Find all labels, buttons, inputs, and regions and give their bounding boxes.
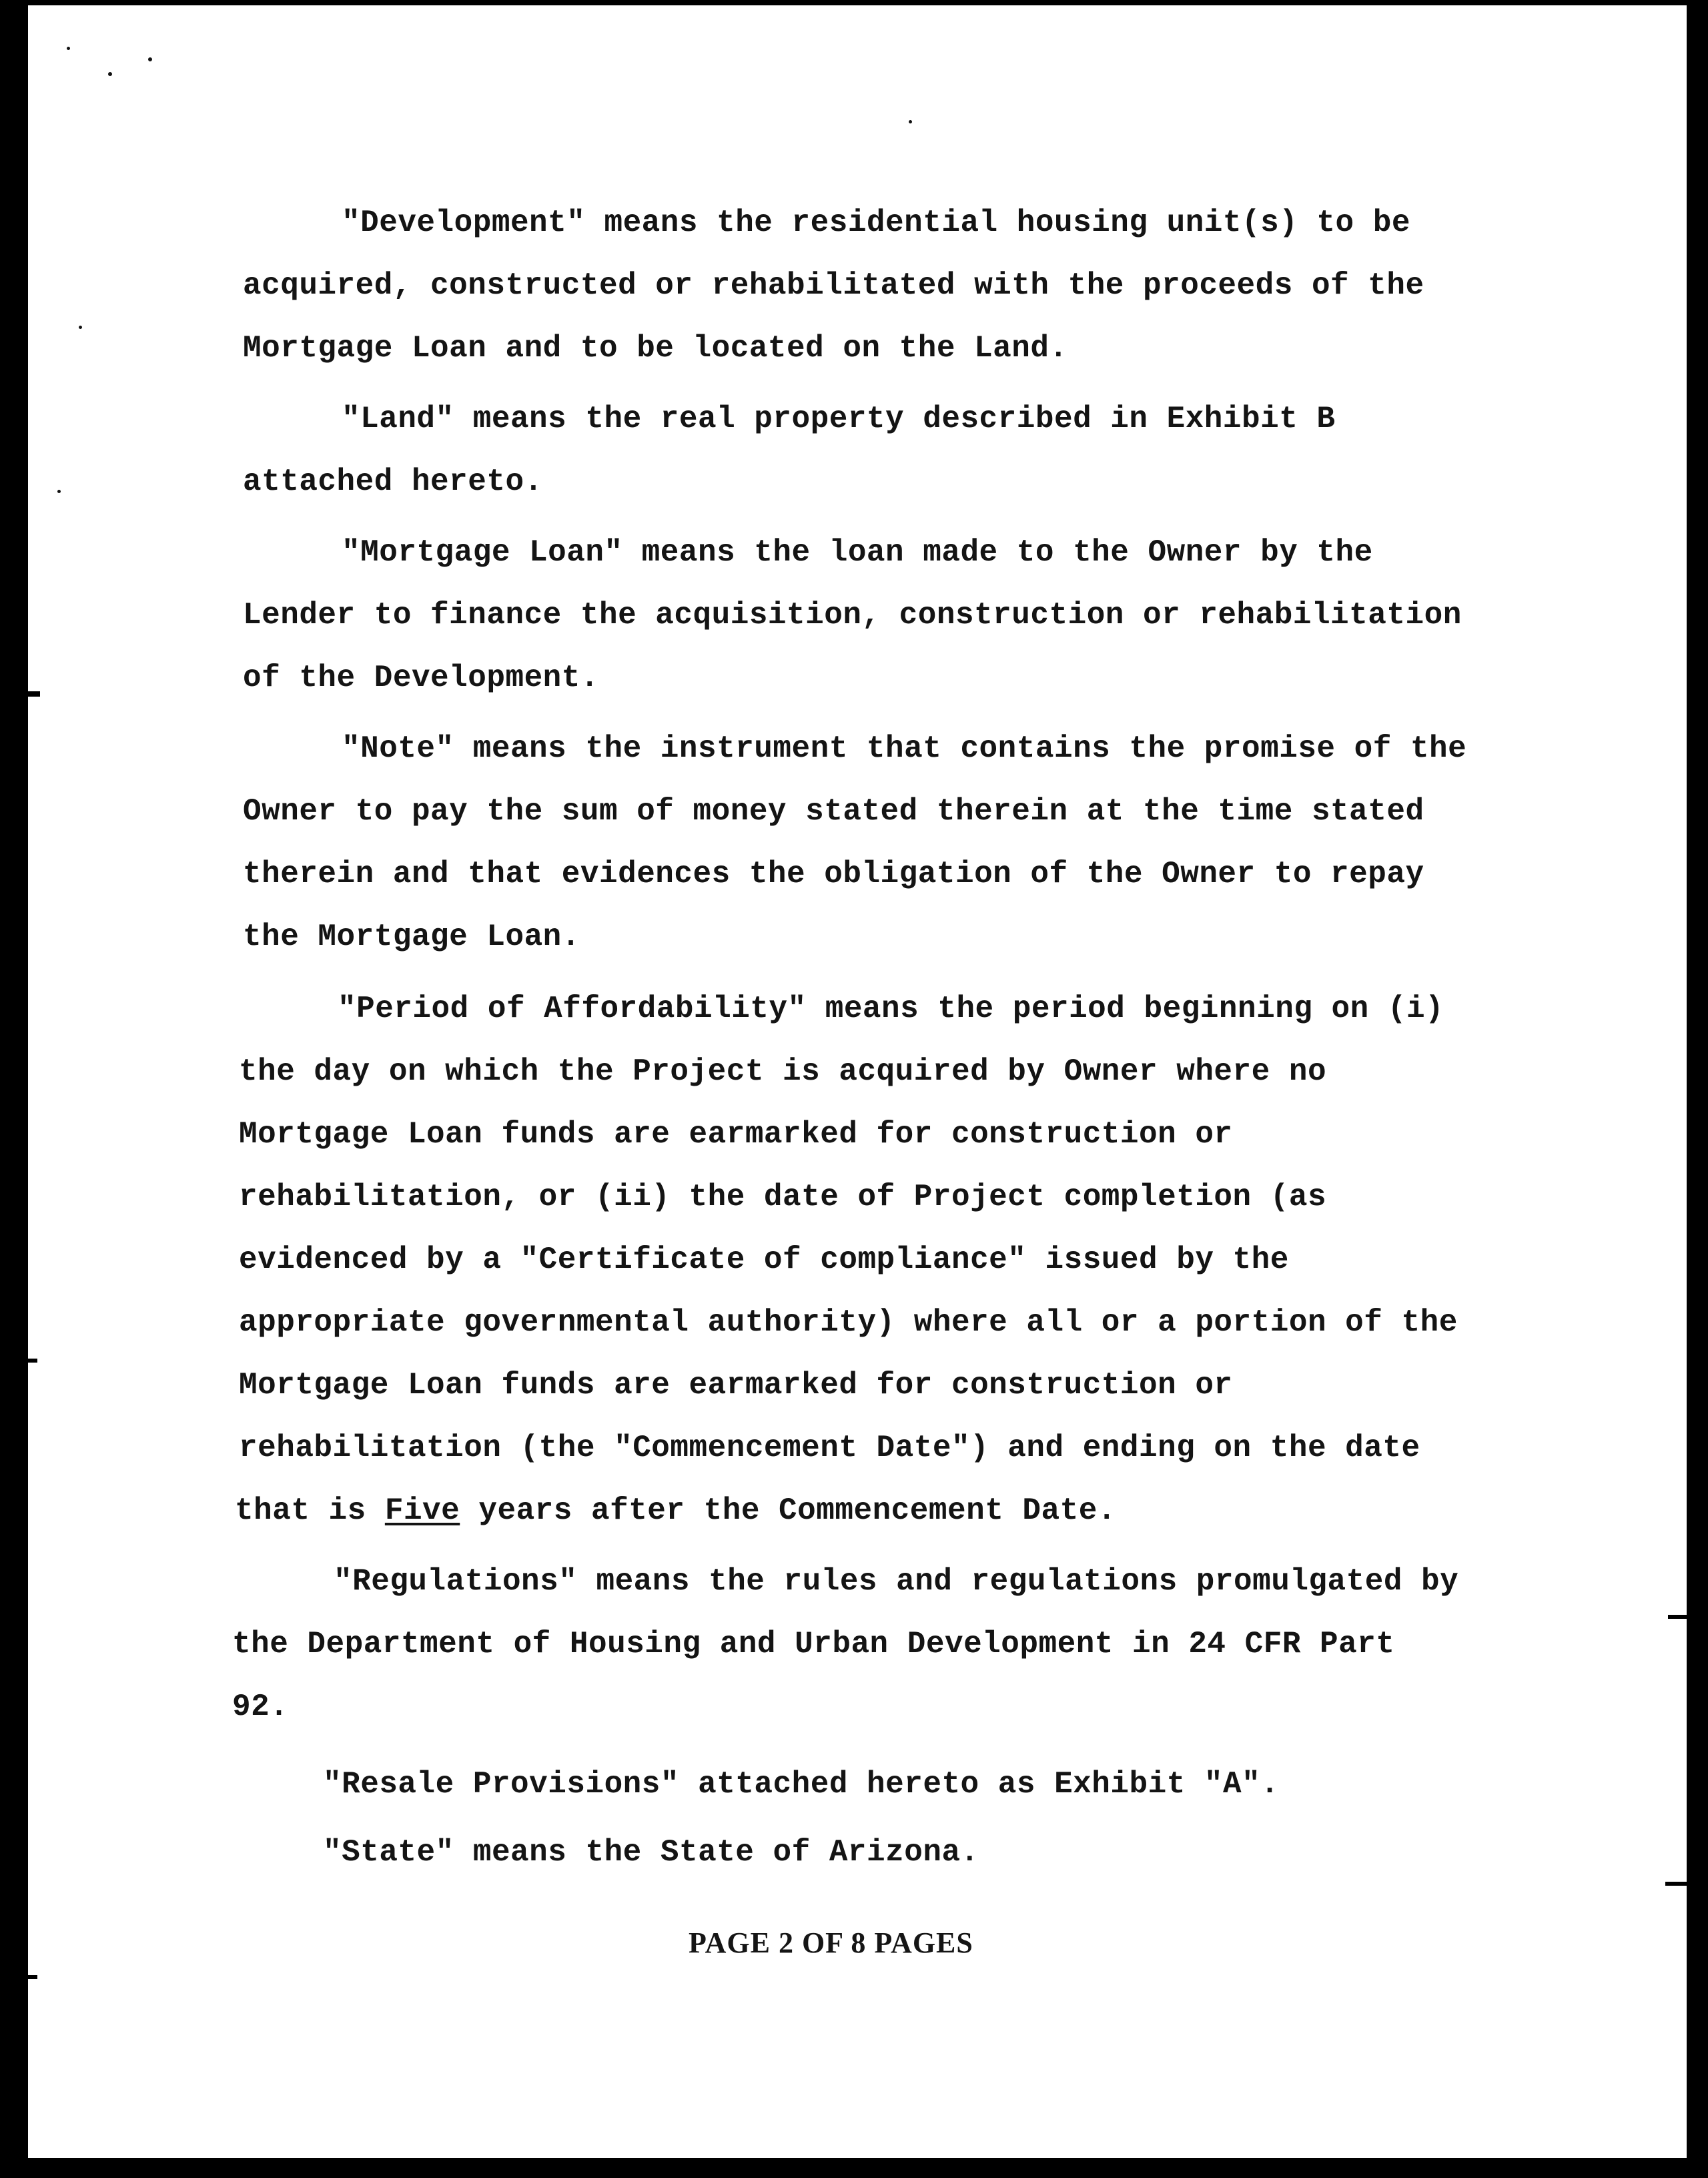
scan-edge-mark <box>0 691 40 697</box>
affordability-line-1: "Period of Affordability" means the period beginning on (i) <box>338 992 1444 1026</box>
regulations-line-2: the Department of Housing and Urban Development in 24 CFR Part <box>232 1627 1395 1662</box>
affordability-line-2: the day on which the Project is acquired by Owner where no <box>239 1054 1327 1089</box>
affordability-line-9 <box>235 1491 1116 1531</box>
affordability-prefix: that is <box>235 1493 385 1528</box>
affordability-line-3: Mortgage Loan funds are earmarked for construction or <box>239 1117 1233 1152</box>
land-line-2: attached hereto. <box>243 464 543 499</box>
note-line-3: therein and that evidences the obligation of the Owner to repay <box>243 857 1424 891</box>
state-line: "State" means the State of Arizona. <box>323 1835 979 1870</box>
five-underlined: Five <box>384 1493 460 1528</box>
scan-edge-mark <box>1665 1882 1708 1886</box>
affordability-line-6: appropriate governmental authority) where all or a portion of the <box>239 1305 1458 1340</box>
development-line-2: acquired, constructed or rehabilitated with the proceeds of the <box>243 268 1424 303</box>
development-line-3: Mortgage Loan and to be located on the Land. <box>243 331 1068 366</box>
scan-edge-mark <box>0 1975 37 1979</box>
development-line-1: "Development" means the residential housing unit(s) to be <box>342 206 1410 240</box>
document-body <box>28 5 1687 2158</box>
page-footer: PAGE 2 OF 8 PAGES <box>689 1926 973 1959</box>
note-line-2: Owner to pay the sum of money stated therein at the time stated <box>243 794 1424 829</box>
resale-provisions-line: "Resale Provisions" attached hereto as Exhibit "A". <box>323 1767 1280 1802</box>
affordability-line-5: evidenced by a "Certificate of compliance" issued by the <box>239 1242 1289 1277</box>
affordability-suffix: years after the Commencement Date. <box>460 1493 1116 1528</box>
affordability-line-4: rehabilitation, or (ii) the date of Project completion (as <box>239 1180 1327 1214</box>
mortgage-loan-line-3: of the Development. <box>243 661 599 695</box>
scan-edge-mark <box>0 1359 37 1363</box>
mortgage-loan-line-2: Lender to finance the acquisition, construction or rehabilitation <box>243 598 1462 633</box>
affordability-line-7: Mortgage Loan funds are earmarked for construction or <box>239 1368 1233 1403</box>
note-line-4: the Mortgage Loan. <box>243 920 580 954</box>
land-line-1: "Land" means the real property described in Exhibit B <box>342 402 1336 436</box>
regulations-line-1: "Regulations" means the rules and regulations promulgated by <box>334 1564 1459 1599</box>
affordability-line-8: rehabilitation (the "Commencement Date") and ending on the date <box>239 1431 1420 1465</box>
scan-edge-mark <box>1668 1615 1708 1619</box>
regulations-line-3: 92. <box>232 1690 289 1724</box>
document-page <box>28 5 1687 2158</box>
note-line-1: "Note" means the instrument that contains the promise of the <box>342 731 1467 766</box>
mortgage-loan-line-1: "Mortgage Loan" means the loan made to the Owner by the <box>342 535 1373 570</box>
